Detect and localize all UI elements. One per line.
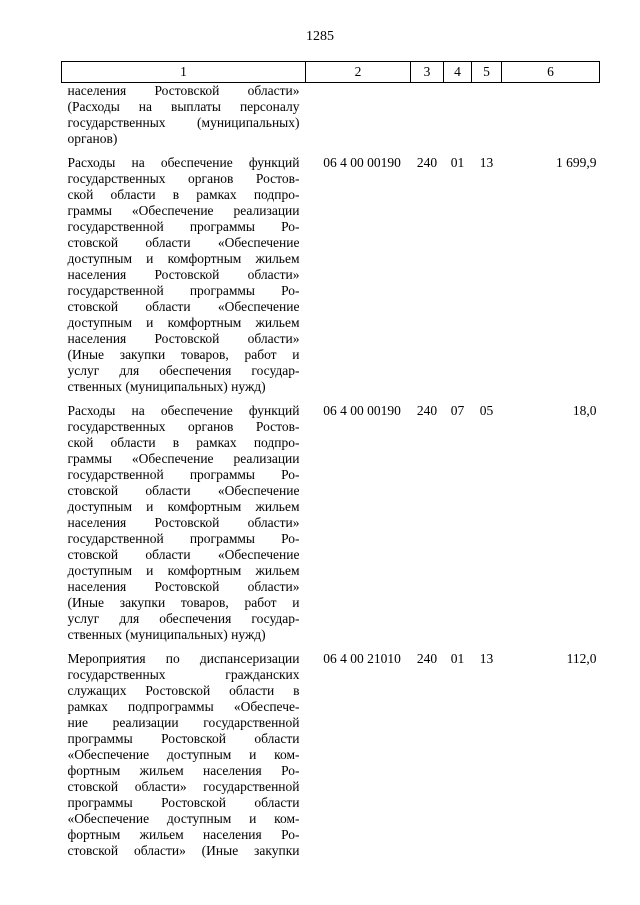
column-header-1: 1: [62, 62, 306, 83]
description-line: граммы «Обеспечение реализации: [67, 451, 300, 466]
amount-cell: 18,0: [572, 403, 597, 418]
description-line: (Расходы на выплаты персоналу: [67, 99, 300, 114]
description-line: Мероприятия по диспансеризации: [67, 651, 300, 666]
description-line: услуг для обеспечения государ-: [67, 363, 300, 378]
description-cell: [62, 155, 306, 395]
expense-type-cell: 240: [416, 651, 438, 666]
description-line: стовской области» государственной: [67, 779, 300, 794]
description-line: государственной программы Ро-: [67, 219, 300, 234]
classification-code-cell: 06 4 00 00190: [323, 403, 401, 418]
description-line: государственной программы Ро-: [67, 283, 300, 298]
row-spacer: [62, 643, 600, 651]
description-line: государственных гражданских: [67, 667, 300, 682]
description-line: населения Ростовской области»: [67, 579, 300, 594]
description-line: государственной программы Ро-: [67, 467, 300, 482]
row-spacer-cell: [62, 147, 600, 155]
expense-type-cell: [411, 83, 444, 148]
description-line: доступным и комфортным жильем: [67, 315, 300, 330]
table-header-row: [62, 62, 600, 83]
amount-cell: 1 699,9: [556, 155, 597, 170]
column-header-6: 6: [502, 62, 600, 83]
budget-table: [61, 61, 600, 859]
description-cell: [62, 651, 306, 859]
description-line: доступным и комфортным жильем: [67, 499, 300, 514]
section-cell: 01: [450, 651, 465, 666]
row-spacer: [62, 395, 600, 403]
expense-type-cell: 240: [416, 403, 438, 418]
row-spacer-cell: [62, 643, 600, 651]
section-cell: [444, 83, 472, 148]
description-line: населения Ростовской области»: [67, 83, 300, 98]
description-line: органов): [67, 131, 118, 146]
section-cell: 07: [450, 403, 465, 418]
page-number: 1285: [306, 29, 334, 44]
column-header-5: 5: [472, 62, 502, 83]
description-line: «Обеспечение доступным и ком-: [67, 811, 300, 826]
description-line: стовской области» (Иные закупки: [67, 843, 300, 858]
description-line: (Иные закупки товаров, работ и: [67, 347, 300, 362]
classification-code-cell: 06 4 00 00190: [323, 155, 401, 170]
description-line: населения Ростовской области»: [67, 267, 300, 282]
table-row: [62, 155, 600, 395]
description-line: населения Ростовской области»: [67, 515, 300, 530]
description-line: программы Ростовской области: [67, 795, 300, 810]
subsection-cell: 05: [479, 403, 494, 418]
row-spacer: [62, 147, 600, 155]
amount-cell: 112,0: [566, 651, 597, 666]
description-line: государственных органов Ростов-: [67, 171, 300, 186]
amount-cell: [502, 83, 600, 148]
description-line: населения Ростовской области»: [67, 331, 300, 346]
description-line: доступным и комфортным жильем: [67, 251, 300, 266]
description-line: государственной программы Ро-: [67, 531, 300, 546]
description-line: Расходы на обеспечение функций: [67, 403, 300, 418]
description-line: фортным жильем населения Ро-: [67, 827, 300, 842]
description-line: Расходы на обеспечение функций: [67, 155, 300, 170]
column-header-4: 4: [444, 62, 472, 83]
section-cell: 01: [450, 155, 465, 170]
table-row: [62, 403, 600, 643]
description-line: государственных органов Ростов-: [67, 419, 300, 434]
description-line: программы Ростовской области: [67, 731, 300, 746]
description-line: ской области в рамках подпро-: [67, 435, 300, 450]
description-line: ской области в рамках подпро-: [67, 187, 300, 202]
description-line: стовской области «Обеспечение: [67, 547, 300, 562]
table-row: [62, 83, 600, 148]
description-line: стовской области «Обеспечение: [67, 235, 300, 250]
description-line: фортным жильем населения Ро-: [67, 763, 300, 778]
row-spacer-cell: [62, 395, 600, 403]
subsection-cell: 13: [479, 651, 494, 666]
description-line: «Обеспечение доступным и ком-: [67, 747, 300, 762]
subsection-cell: [472, 83, 502, 148]
description-line: (Иные закупки товаров, работ и: [67, 595, 300, 610]
description-line: услуг для обеспечения государ-: [67, 611, 300, 626]
column-header-2: 2: [306, 62, 411, 83]
description-cell: [62, 83, 306, 148]
description-line: служащих Ростовской области в: [67, 683, 300, 698]
description-line: ственных (муниципальных) нужд): [67, 379, 266, 394]
subsection-cell: 13: [479, 155, 494, 170]
description-line: ние реализации государственной: [67, 715, 300, 730]
classification-code-cell: 06 4 00 21010: [323, 651, 401, 666]
description-line: стовской области «Обеспечение: [67, 483, 300, 498]
description-line: доступным и комфортным жильем: [67, 563, 300, 578]
description-line: граммы «Обеспечение реализации: [67, 203, 300, 218]
description-line: рамках подпрограммы «Обеспече-: [67, 699, 300, 714]
description-cell: [62, 403, 306, 643]
expense-type-cell: 240: [416, 155, 438, 170]
description-line: государственных (муниципальных): [67, 115, 300, 130]
table-row: [62, 651, 600, 859]
description-line: стовской области «Обеспечение: [67, 299, 300, 314]
description-line: ственных (муниципальных) нужд): [67, 627, 266, 642]
table-body: [62, 83, 600, 860]
classification-code-cell: [306, 83, 411, 148]
column-header-3: 3: [411, 62, 444, 83]
budget-table-container: [61, 61, 599, 859]
